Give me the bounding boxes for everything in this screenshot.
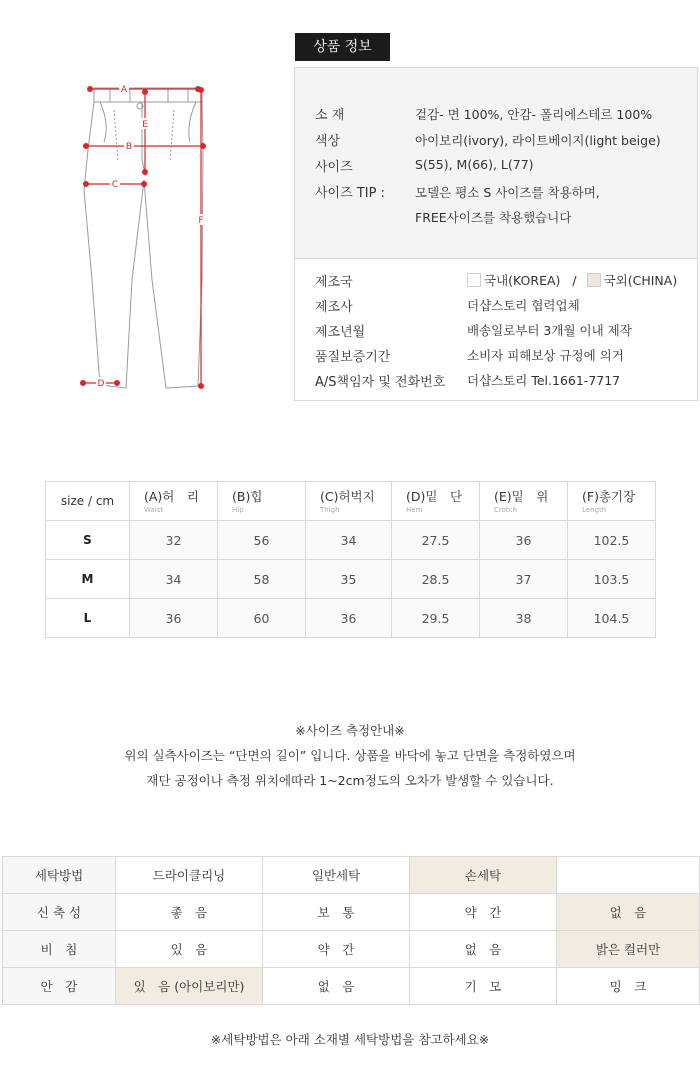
table-cell: 103.5	[568, 560, 656, 599]
table-cell: 104.5	[568, 599, 656, 638]
label-a: A	[120, 85, 128, 95]
table-cell: 약 간	[263, 931, 410, 968]
care-notice: ※세탁방법은 아래 소재별 세탁방법을 참고하세요※	[210, 1032, 490, 1047]
product-info-title: 상품 정보	[295, 33, 390, 61]
foreign-label: 국외(CHINA)	[603, 273, 678, 288]
unit-header: size / cm	[46, 482, 130, 521]
size-name: S	[46, 521, 130, 560]
column-header: (D)밑 단 Hem	[392, 482, 480, 521]
label-b: B	[125, 142, 133, 152]
manufacture-date-label: 제조년월	[315, 325, 366, 340]
table-cell: 있 음	[116, 931, 263, 968]
table-cell: 35	[306, 560, 392, 599]
material-value: 겉감- 면 100%, 안감- 폴리에스테르 100%	[415, 107, 653, 122]
pants-measurement-diagram	[70, 80, 220, 400]
size-label: 사이즈	[315, 160, 353, 175]
table-cell: 드라이클리닝	[116, 857, 263, 894]
manufacture-date-value: 배송일로부터 3개월 이내 제작	[467, 323, 632, 338]
table-row	[3, 894, 700, 931]
color-value: 아이보리(ivory), 라이트베이지(light beige)	[415, 133, 661, 148]
table-row	[46, 599, 656, 638]
foreign-checkbox	[587, 273, 601, 287]
table-row	[3, 968, 700, 1005]
table-cell-selected: 있 음 (아이보리만)	[116, 968, 263, 1005]
care-row-header: 안 감	[3, 968, 116, 1005]
size-table	[45, 481, 656, 638]
size-value: S(55), M(66), L(77)	[415, 157, 534, 172]
product-info-box	[294, 67, 698, 401]
measure-notice-line1: 위의 실측사이즈는 “단면의 길이” 입니다. 상품을 바닥에 놓고 단면을 측정하였으며	[124, 748, 576, 763]
label-c: C	[111, 180, 119, 190]
table-cell: 29.5	[392, 599, 480, 638]
origin-separator: /	[572, 273, 577, 288]
manufacturer-value: 더샵스토리 협력업체	[467, 298, 580, 313]
label-f: F	[198, 216, 204, 226]
material-label: 소 재	[315, 108, 345, 123]
table-cell: 56	[218, 521, 306, 560]
table-cell: 32	[130, 521, 218, 560]
size-name: L	[46, 599, 130, 638]
table-cell: 38	[480, 599, 568, 638]
table-cell: 34	[130, 560, 218, 599]
table-cell: 34	[306, 521, 392, 560]
color-label: 색상	[315, 134, 341, 149]
table-row	[3, 857, 700, 894]
table-cell: 밍 크	[557, 968, 700, 1005]
table-cell	[557, 857, 700, 894]
column-header: (A)허 리 Waist	[130, 482, 218, 521]
size-tip-value-line2: FREE사이즈를 착용했습니다	[415, 210, 572, 225]
table-cell: 36	[306, 599, 392, 638]
table-cell: 보 통	[263, 894, 410, 931]
warranty-value: 소비자 피해보상 규정에 의거	[467, 348, 624, 363]
label-e: E	[142, 120, 148, 130]
table-cell: 28.5	[392, 560, 480, 599]
column-header: (F)총기장 Length	[568, 482, 656, 521]
size-table-header-row	[46, 482, 656, 521]
origin-label: 제조국	[315, 275, 353, 290]
size-tip-label: 사이즈 TIP :	[315, 186, 385, 201]
table-cell: 36	[130, 599, 218, 638]
table-cell: 약 간	[410, 894, 557, 931]
care-table	[2, 856, 700, 1005]
manufacturer-label: 제조사	[315, 300, 353, 315]
warranty-label: 품질보증기간	[315, 350, 391, 365]
table-cell-selected: 밝은 컬러만	[557, 931, 700, 968]
care-row-header: 신 축 성	[3, 894, 116, 931]
column-header: (B)힙 Hip	[218, 482, 306, 521]
table-cell: 60	[218, 599, 306, 638]
origin-options	[467, 271, 677, 289]
table-cell: 일반세탁	[263, 857, 410, 894]
table-cell: 36	[480, 521, 568, 560]
pants-illustration	[70, 80, 220, 400]
table-row	[46, 560, 656, 599]
product-spec-section	[295, 68, 697, 259]
table-cell: 37	[480, 560, 568, 599]
table-row	[3, 931, 700, 968]
as-contact-label: A/S책임자 및 전화번호	[315, 375, 446, 390]
table-cell: 좋 음	[116, 894, 263, 931]
table-row	[46, 521, 656, 560]
column-header: (C)허벅지 Thigh	[306, 482, 392, 521]
as-contact-value: 더샵스토리 Tel.1661-7717	[467, 373, 621, 388]
table-cell: 없 음	[263, 968, 410, 1005]
care-row-header: 비 침	[3, 931, 116, 968]
table-cell: 27.5	[392, 521, 480, 560]
table-cell: 102.5	[568, 521, 656, 560]
size-tip-value-line1: 모델은 평소 S 사이즈를 착용하며,	[415, 185, 600, 200]
label-d: D	[97, 379, 105, 389]
table-cell: 기 모	[410, 968, 557, 1005]
measure-notice-line2: 재단 공정이나 측정 위치에따라 1~2cm정도의 오차가 발생할 수 있습니다.	[146, 773, 554, 788]
size-name: M	[46, 560, 130, 599]
table-cell: 58	[218, 560, 306, 599]
table-cell: 없 음	[410, 931, 557, 968]
care-row-header: 세탁방법	[3, 857, 116, 894]
table-cell-selected: 손세탁	[410, 857, 557, 894]
domestic-label: 국내(KOREA)	[484, 273, 561, 288]
domestic-checkbox	[467, 273, 481, 287]
column-header: (E)밑 위 Crotch	[480, 482, 568, 521]
measure-notice-title: ※사이즈 측정안내※	[295, 723, 405, 738]
table-cell-selected: 없 음	[557, 894, 700, 931]
